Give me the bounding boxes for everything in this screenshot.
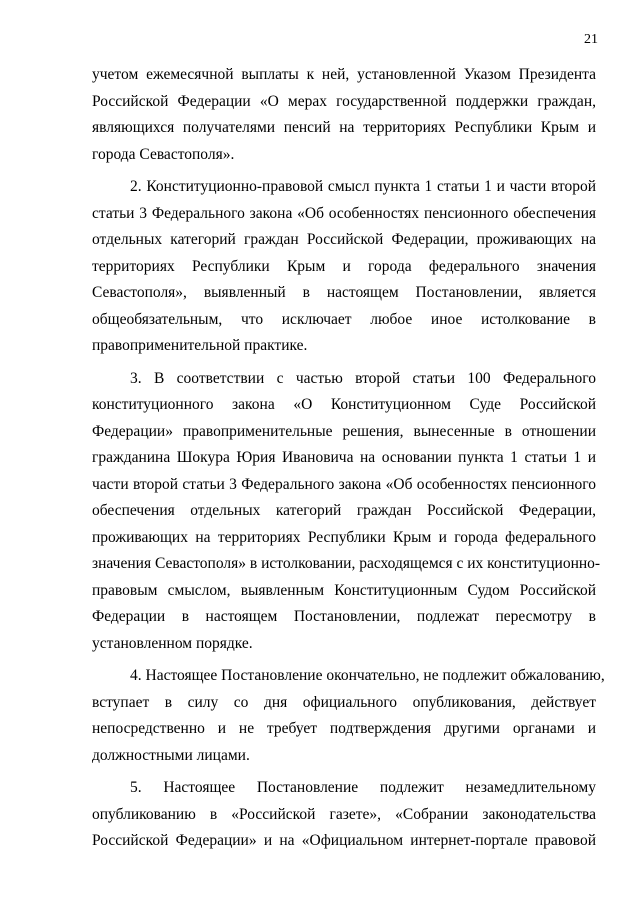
text-line: правовым смыслом, выявленным Конституционным Судом Российской: [92, 581, 596, 599]
text-line: 2. Конституционно-правовой смысл пункта 1 статьи 1 и части второй: [130, 178, 596, 195]
text-line: части второй статьи 3 Федерального закона «Об особенностях пенсионного: [92, 475, 596, 493]
text-line: общеобязательным, что исключает любое иное истолкование в: [92, 310, 596, 328]
text-line: опубликованию в «Российской газете», «Собрании законодательства: [92, 805, 596, 823]
text-line: 5. Настоящее Постановление подлежит незамедлительному: [130, 779, 596, 796]
document-body: [92, 62, 605, 855]
text-line: должностными лицами.: [92, 746, 250, 764]
paragraph-3: [92, 366, 601, 658]
text-line: вступает в силу со дня официального опубликования, действует: [92, 693, 596, 711]
paragraph-1: [92, 62, 596, 168]
paragraph-5: [92, 775, 596, 855]
text-line: Федерации» правоприменительные решения, вынесенные в отношении: [92, 422, 596, 440]
text-line: проживающих на территориях Республики Крым и города федерального: [92, 528, 596, 546]
paragraph-4: [92, 663, 605, 769]
text-line: обеспечения отдельных категорий граждан Российской Федерации,: [92, 502, 596, 519]
text-line: Севастополя», выявленный в настоящем Постановлении, является: [92, 284, 596, 301]
text-line: города Севастополя».: [92, 145, 235, 163]
text-line: правоприменительной практике.: [92, 337, 308, 354]
paragraph-2: [92, 174, 596, 360]
text-line: значения Севастополя» в истолковании, расходящемся с их конституционно-: [92, 555, 601, 572]
text-line: территориях Республики Крым и города федерального значения: [92, 257, 596, 275]
text-line: Российской Федерации» и на «Официальном интернет-портале правовой: [92, 832, 596, 849]
page-number: 21: [584, 32, 598, 47]
text-line: 4. Настоящее Постановление окончательно, не подлежит обжалованию,: [130, 667, 605, 684]
text-line: статьи 3 Федерального закона «Об особенностях пенсионного обеспечения: [92, 204, 596, 222]
text-line: установленном порядке.: [92, 634, 253, 652]
text-line: учетом ежемесячной выплаты к ней, установленной Указом Президента: [92, 66, 596, 83]
text-line: конституционного закона «О Конституционном Суде Российской: [92, 396, 596, 413]
text-line: отдельных категорий граждан Российской Федерации, проживающих на: [92, 231, 596, 248]
text-line: Российской Федерации «О мерах государственной поддержки граждан,: [92, 92, 596, 110]
text-line: Федерации в настоящем Постановлении, подлежат пересмотру в: [92, 608, 596, 625]
text-line: гражданина Шокура Юрия Ивановича на основании пункта 1 статьи 1 и: [92, 449, 596, 466]
text-line: являющихся получателями пенсий на территориях Республики Крым и: [92, 119, 596, 136]
text-line: непосредственно и не требует подтверждения другими органами и: [92, 720, 596, 737]
text-line: 3. В соответствии с частью второй статьи 100 Федерального: [130, 369, 596, 387]
